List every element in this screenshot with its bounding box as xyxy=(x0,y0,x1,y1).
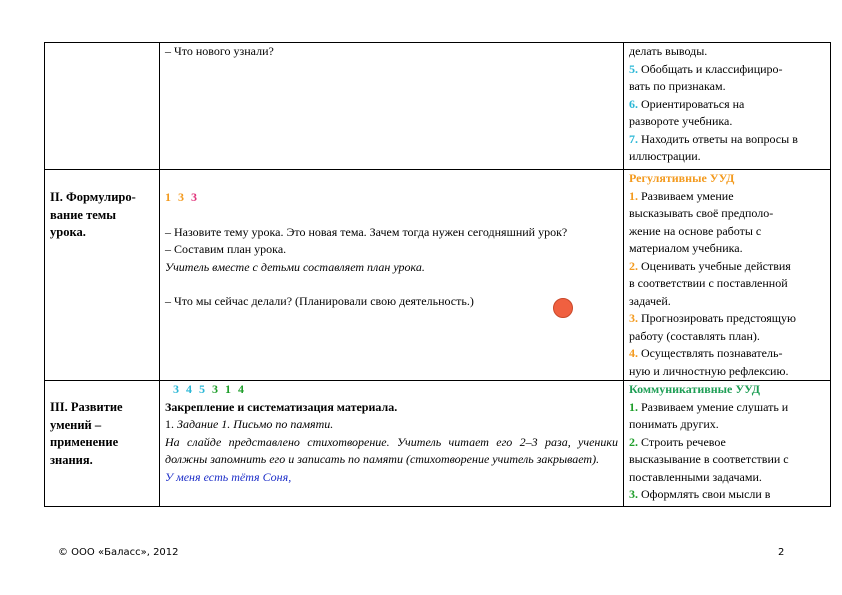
skill-line: высказывание в соответствии с xyxy=(629,452,789,466)
skill-line: поставленными задачами. xyxy=(629,469,762,484)
skills-cell xyxy=(624,170,831,381)
skill-line: вать по признакам. xyxy=(629,79,726,93)
content-cell xyxy=(160,170,624,381)
skill-line: 1. Развиваем умение xyxy=(629,188,734,203)
skill-line: 5. Обобщать и классифициро- xyxy=(629,61,783,76)
page-number: 2 xyxy=(778,547,785,558)
stage-title: III. Развитие умений – применение знания. xyxy=(50,400,123,467)
skills-cell xyxy=(624,43,831,170)
table-row xyxy=(45,381,831,507)
content-cell xyxy=(160,381,624,507)
slide-numbers: 3 4 5 3 1 4 xyxy=(173,382,246,396)
section-heading: Закрепление и систематизация материала. xyxy=(165,399,398,414)
teacher-note: Учитель вместе с детьми составляет план урока. xyxy=(165,259,425,274)
skill-line: 1. Развиваем умение слушать и xyxy=(629,399,789,414)
skill-line: жение на основе работы с xyxy=(629,223,762,238)
skill-line: 6. Ориентироваться на xyxy=(629,96,745,111)
stage-cell xyxy=(45,43,160,170)
stage-cell xyxy=(45,381,160,507)
skill-line: 3. Прогнозировать предстоящую xyxy=(629,311,797,325)
skill-line: иллюстрации. xyxy=(629,149,701,163)
question-text: – Что нового узнали? xyxy=(165,44,274,58)
skill-line: 3. Оформлять свои мысли в xyxy=(629,487,771,501)
skill-line: материалом учебника. xyxy=(629,241,743,255)
skill-line: в соответствии с поставленной xyxy=(629,276,788,290)
footer-copyright: © ООО «Баласс», 2012 xyxy=(58,547,179,558)
skills-heading: Коммуникативные УУД xyxy=(629,382,761,396)
poem-line: У меня есть тётя Соня, xyxy=(165,469,292,484)
skill-line: 4. Осуществлять познаватель- xyxy=(629,346,783,360)
skill-line: работу (составлять план). xyxy=(629,328,760,343)
answer-text: – Составим план урока. xyxy=(165,242,287,256)
skill-line: развороте учебника. xyxy=(629,114,733,128)
content-cell xyxy=(160,43,624,170)
pointer-dot xyxy=(553,298,573,318)
skill-line: 2. Строить речевое xyxy=(629,434,726,449)
teacher-note: На слайде представлено стихотворение. Учитель читает его 2–3 раза, ученики должны запомнить его и записать по памяти (стихотворение учитель закрывает). xyxy=(165,434,618,466)
slide-numbers: 1 3 3 xyxy=(165,190,199,204)
skill-line: ную и личностную рефлексию. xyxy=(629,363,789,378)
skill-line: 2. Оценивать учебные действия xyxy=(629,258,791,273)
skill-line: высказывать своё предполо- xyxy=(629,206,774,220)
skills-heading: Регулятивные УУД xyxy=(629,171,735,185)
stage-cell xyxy=(45,170,160,381)
table-row xyxy=(45,43,831,170)
skill-line: 7. Находить ответы на вопросы в xyxy=(629,131,798,146)
skill-line: задачей. xyxy=(629,293,671,308)
skill-line: делать выводы. xyxy=(629,44,708,58)
stage-title: II. Формулиро- вание темы урока. xyxy=(50,190,136,239)
skills-cell xyxy=(624,381,831,507)
question-text: – Назовите тему урока. Это новая тема. Зачем тогда нужен сегодняшний урок? xyxy=(165,224,568,239)
skill-line: понимать других. xyxy=(629,417,719,431)
table-row xyxy=(45,170,831,381)
question-text: – Что мы сейчас делали? (Планировали свою деятельность.) xyxy=(165,294,474,308)
task-title: 1. Задание 1. Письмо по памяти. xyxy=(165,417,334,431)
lesson-plan-table xyxy=(44,42,831,507)
